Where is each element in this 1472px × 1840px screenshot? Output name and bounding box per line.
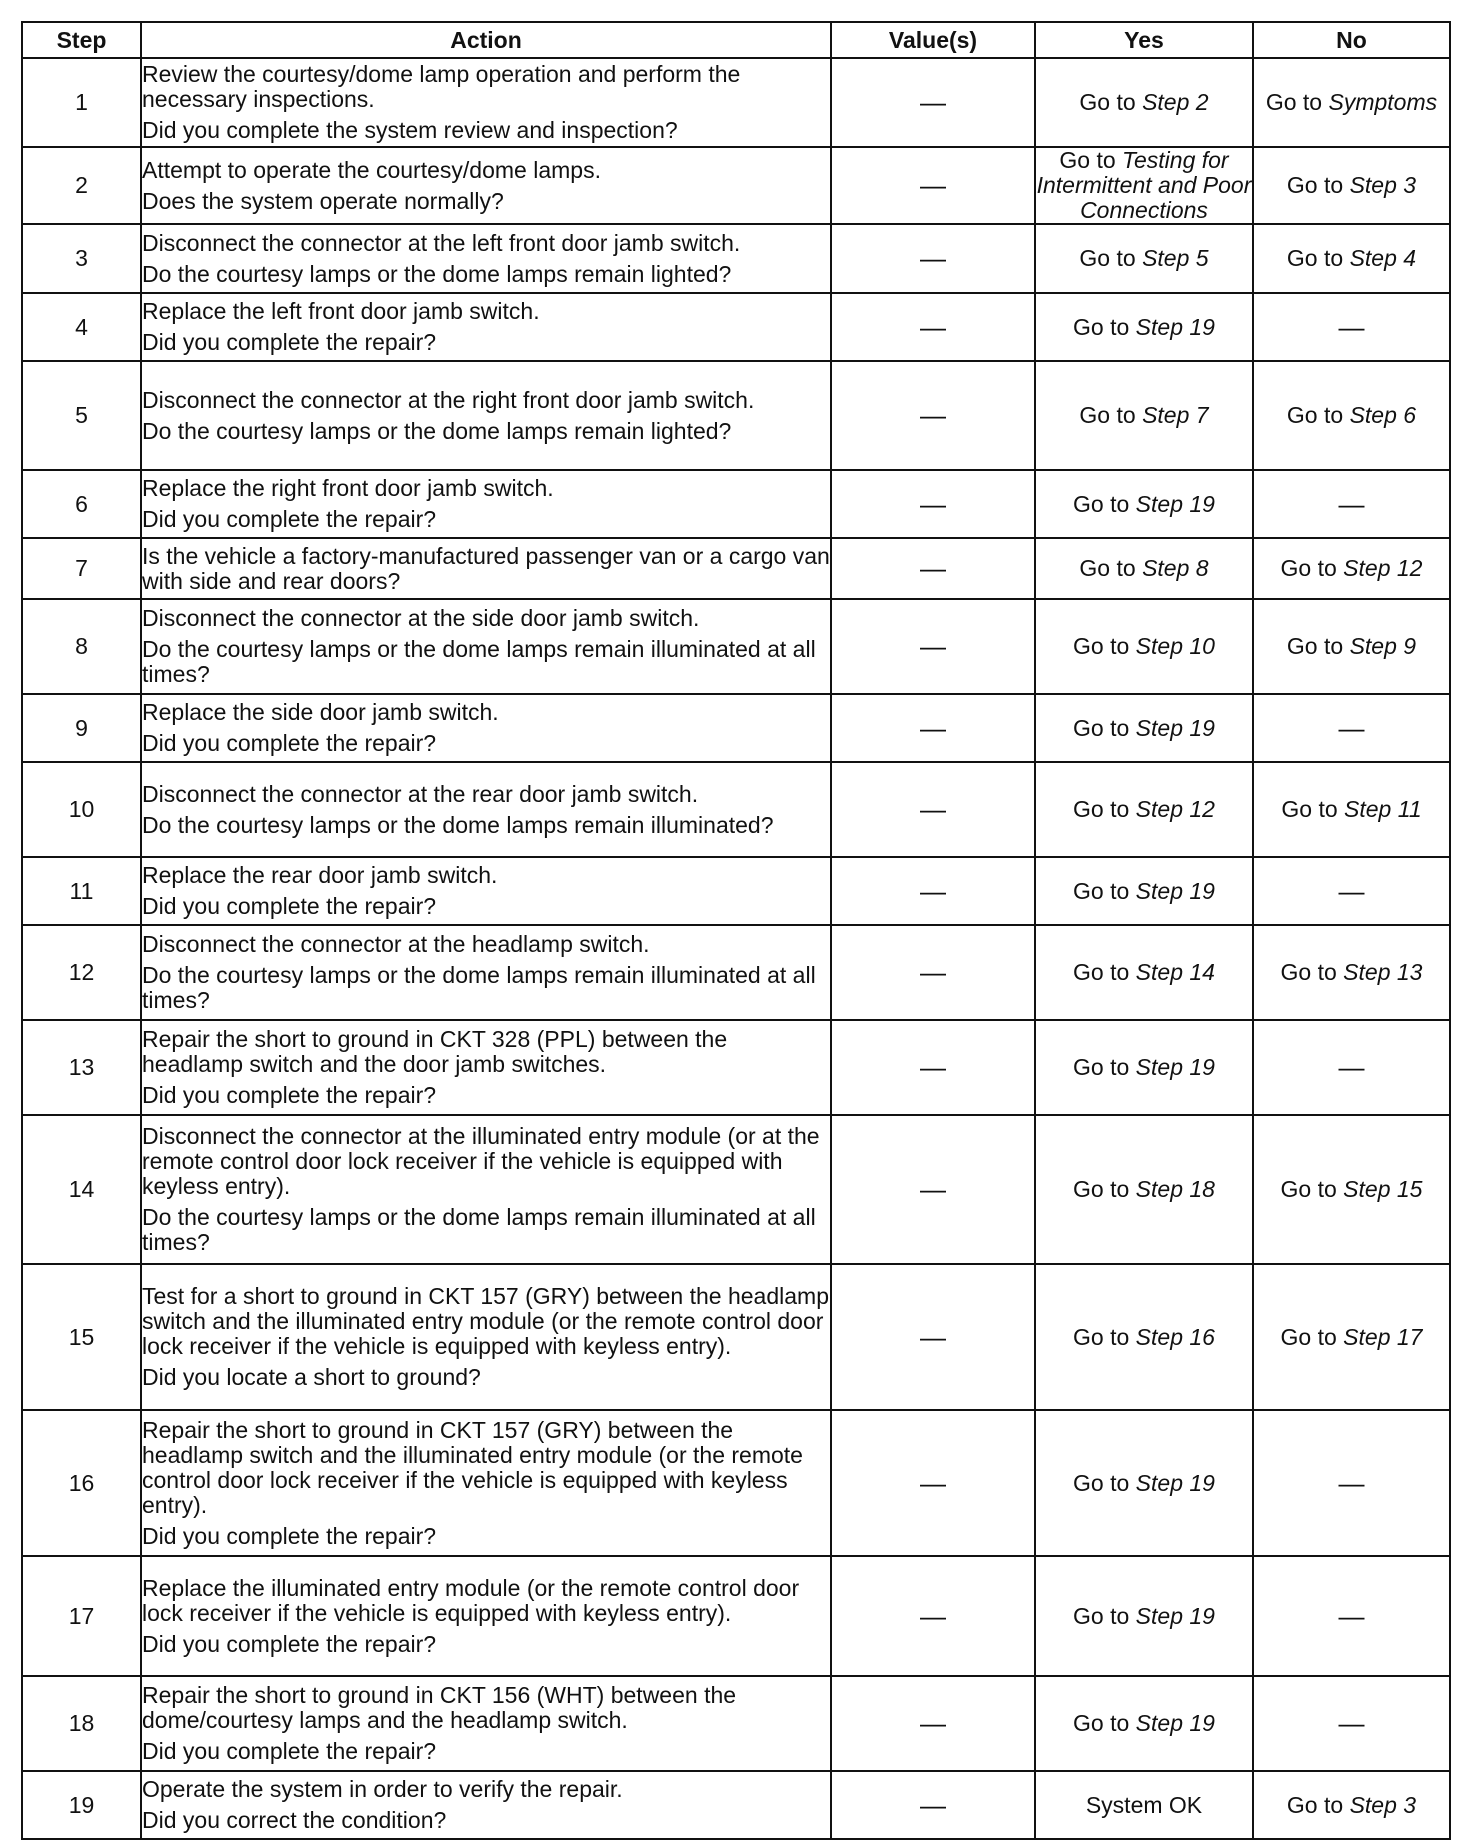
no-prefix: Go to (1286, 1791, 1344, 1818)
step-number: 3 (22, 224, 141, 293)
action-cell (141, 470, 831, 538)
step-number: 14 (22, 1115, 141, 1264)
yes-prefix: Go to (1079, 402, 1136, 428)
action-question: Did you complete the system review and inspection? (142, 117, 678, 143)
no-prefix: Go to (1286, 633, 1344, 659)
action-text: Disconnect the connector at the left front door jamb switch. (142, 229, 741, 256)
action-question: Did you complete the repair? (142, 1630, 437, 1657)
yes-cell (1035, 293, 1253, 361)
yes-prefix: Go to (1073, 959, 1130, 985)
step-number: 18 (22, 1676, 141, 1771)
action-text: Replace the illuminated entry module (or the remote control door lock receiver if the vehicle is equipped with keyless entry). (142, 1574, 800, 1626)
yes-prefix: Go to (1073, 877, 1130, 904)
table-row (22, 857, 1450, 925)
step-number: 10 (22, 762, 141, 857)
value-cell: — (831, 1676, 1035, 1771)
table-row (22, 599, 1450, 694)
no-cell (1253, 1676, 1450, 1771)
no-prefix: Go to (1286, 402, 1344, 428)
action-text: Disconnect the connector at the side door jamb switch. (142, 605, 700, 631)
no-step-ref: Step 11 (1344, 796, 1422, 822)
action-question: Does the system operate normally? (142, 187, 504, 214)
table-row (22, 1556, 1450, 1676)
header-no: No (1253, 22, 1450, 58)
action-question: Did you correct the condition? (142, 1807, 447, 1833)
action-text: Review the courtesy/dome lamp operation and perform the necessary inspections. (142, 61, 741, 112)
step-number: 1 (22, 58, 141, 147)
value-cell: — (831, 1556, 1035, 1676)
no-text: — (1338, 488, 1365, 519)
step-number: 19 (22, 1771, 141, 1839)
action-text: Attempt to operate the courtesy/dome lamps. (142, 156, 601, 183)
no-cell (1253, 762, 1450, 857)
table-row (22, 58, 1450, 147)
action-question: Do the courtesy lamps or the dome lamps remain illuminated? (142, 811, 774, 838)
no-step-ref: Step 3 (1349, 172, 1417, 198)
yes-step-ref: Step 19 (1135, 313, 1215, 340)
action-cell (141, 1771, 831, 1839)
value-cell: — (831, 293, 1035, 361)
step-number: 11 (22, 857, 141, 925)
action-question: Did you locate a short to ground? (142, 1364, 481, 1390)
step-number: 9 (22, 694, 141, 762)
no-cell (1253, 470, 1450, 538)
yes-prefix: Go to (1073, 1323, 1130, 1350)
yes-prefix: Go to (1059, 147, 1116, 173)
table-row (22, 1115, 1450, 1264)
yes-text: System OK (1085, 1791, 1203, 1818)
action-cell (141, 1264, 831, 1410)
action-cell (141, 538, 831, 599)
value-cell: — (831, 762, 1035, 857)
no-text: — (1338, 875, 1365, 906)
yes-cell (1035, 1115, 1253, 1264)
action-cell (141, 293, 831, 361)
no-step-ref: Step 3 (1349, 1791, 1417, 1818)
value-cell: — (831, 857, 1035, 925)
action-cell (141, 1676, 831, 1771)
no-cell (1253, 361, 1450, 470)
yes-step-ref: Step 19 (1135, 714, 1215, 741)
table-row (22, 694, 1450, 762)
step-number: 4 (22, 293, 141, 361)
yes-prefix: Go to (1073, 1469, 1130, 1496)
action-cell (141, 58, 831, 147)
action-text: Replace the rear door jamb switch. (142, 862, 498, 888)
no-cell (1253, 224, 1450, 293)
action-text: Disconnect the connector at the rear door jamb switch. (142, 780, 699, 807)
yes-cell (1035, 1556, 1253, 1676)
no-cell (1253, 538, 1450, 599)
no-text: — (1338, 311, 1365, 342)
no-text: — (1338, 1467, 1365, 1498)
yes-step-ref: Step 5 (1142, 245, 1209, 271)
value-cell: — (831, 1264, 1035, 1410)
no-cell (1253, 1771, 1450, 1839)
no-cell (1253, 58, 1450, 147)
no-step-ref: Symptoms (1328, 89, 1438, 115)
table-row (22, 1771, 1450, 1839)
yes-cell (1035, 1771, 1253, 1839)
yes-prefix: Go to (1079, 555, 1136, 581)
value-cell: — (831, 470, 1035, 538)
yes-prefix: Go to (1079, 89, 1136, 115)
table-row (22, 293, 1450, 361)
table-row (22, 1264, 1450, 1410)
value-cell: — (831, 147, 1035, 224)
value-cell: — (831, 1410, 1035, 1556)
yes-step-ref: Step 16 (1135, 1323, 1215, 1350)
no-prefix: Go to (1280, 1323, 1337, 1350)
table-row (22, 762, 1450, 857)
table-row (22, 538, 1450, 599)
action-cell (141, 147, 831, 224)
yes-cell (1035, 1020, 1253, 1115)
no-prefix: Go to (1286, 245, 1344, 271)
no-step-ref: Step 15 (1343, 1176, 1423, 1202)
action-question: Did you complete the repair? (142, 1522, 437, 1549)
table-row (22, 470, 1450, 538)
action-cell (141, 1556, 831, 1676)
action-question: Do the courtesy lamps or the dome lamps remain illuminated at all times? (142, 636, 816, 687)
value-cell: — (831, 58, 1035, 147)
action-text: Disconnect the connector at the right front door jamb switch. (142, 386, 755, 413)
action-text: Disconnect the connector at the headlamp switch. (142, 931, 650, 957)
yes-step-ref: Step 8 (1142, 555, 1209, 581)
action-question: Do the courtesy lamps or the dome lamps remain lighted? (142, 260, 732, 287)
table-row (22, 224, 1450, 293)
step-number: 15 (22, 1264, 141, 1410)
yes-step-ref: Step 2 (1142, 89, 1209, 115)
yes-step-ref: Step 19 (1135, 1469, 1215, 1496)
table-row (22, 361, 1450, 470)
diagnostic-table (21, 21, 1451, 1840)
yes-cell (1035, 538, 1253, 599)
yes-cell (1035, 147, 1253, 224)
value-cell: — (831, 1020, 1035, 1115)
yes-step-ref: Step 19 (1135, 1602, 1215, 1629)
action-text: Repair the short to ground in CKT 157 (GRY) between the headlamp switch and the illuminated entry module (or the remote control door lock receiver if the vehicle is equipped with keyless entry). (142, 1416, 803, 1518)
table-row (22, 1020, 1450, 1115)
yes-cell (1035, 1410, 1253, 1556)
yes-cell (1035, 58, 1253, 147)
step-number: 13 (22, 1020, 141, 1115)
action-question: Did you complete the repair? (142, 730, 437, 756)
yes-prefix: Go to (1073, 313, 1130, 340)
header-yes: Yes (1035, 22, 1253, 58)
no-prefix: Go to (1280, 959, 1337, 985)
yes-prefix: Go to (1073, 490, 1130, 517)
yes-cell (1035, 361, 1253, 470)
yes-step-ref: Testing for Intermittent and Poor Connections (1036, 147, 1252, 223)
yes-step-ref: Step 19 (1135, 1710, 1215, 1736)
step-number: 16 (22, 1410, 141, 1556)
step-number: 5 (22, 361, 141, 470)
no-text: — (1338, 712, 1365, 743)
yes-step-ref: Step 19 (1135, 877, 1215, 904)
value-cell: — (831, 361, 1035, 470)
yes-cell (1035, 470, 1253, 538)
action-text: Is the vehicle a factory-manufactured passenger van or a cargo van with side and rear doors? (142, 542, 830, 594)
action-cell (141, 224, 831, 293)
yes-prefix: Go to (1073, 1176, 1130, 1202)
action-cell (141, 857, 831, 925)
step-number: 2 (22, 147, 141, 224)
yes-prefix: Go to (1073, 714, 1130, 741)
yes-prefix: Go to (1073, 1602, 1130, 1629)
action-text: Test for a short to ground in CKT 157 (GRY) between the headlamp switch and the illuminated entry module (or the remote control door lock receiver if the vehicle is equipped with keyless entry). (142, 1283, 829, 1359)
yes-step-ref: Step 19 (1135, 1054, 1215, 1080)
action-cell (141, 1115, 831, 1264)
action-cell (141, 694, 831, 762)
yes-cell (1035, 762, 1253, 857)
value-cell: — (831, 694, 1035, 762)
no-prefix: Go to (1280, 1176, 1337, 1202)
action-cell (141, 361, 831, 470)
no-cell (1253, 694, 1450, 762)
value-cell: — (831, 1771, 1035, 1839)
yes-prefix: Go to (1073, 633, 1130, 659)
no-step-ref: Step 12 (1343, 555, 1423, 581)
value-cell: — (831, 538, 1035, 599)
table-row (22, 1676, 1450, 1771)
no-step-ref: Step 4 (1349, 245, 1417, 271)
yes-cell (1035, 857, 1253, 925)
yes-cell (1035, 694, 1253, 762)
step-number: 17 (22, 1556, 141, 1676)
value-cell: — (831, 599, 1035, 694)
no-prefix: Go to (1265, 89, 1323, 115)
no-cell (1253, 599, 1450, 694)
no-cell (1253, 857, 1450, 925)
no-cell (1253, 1115, 1450, 1264)
header-row (22, 22, 1450, 58)
yes-prefix: Go to (1073, 1710, 1130, 1736)
yes-cell (1035, 1264, 1253, 1410)
yes-step-ref: Step 14 (1135, 959, 1215, 985)
yes-step-ref: Step 10 (1135, 633, 1215, 659)
no-prefix: Go to (1286, 172, 1344, 198)
value-cell: — (831, 224, 1035, 293)
no-cell (1253, 925, 1450, 1020)
no-text: — (1338, 1708, 1365, 1738)
yes-step-ref: Step 18 (1135, 1176, 1215, 1202)
yes-cell (1035, 925, 1253, 1020)
yes-cell (1035, 1676, 1253, 1771)
no-step-ref: Step 6 (1349, 402, 1417, 428)
header-action: Action (141, 22, 831, 58)
yes-prefix: Go to (1073, 1054, 1130, 1080)
yes-cell (1035, 599, 1253, 694)
step-number: 12 (22, 925, 141, 1020)
action-question: Did you complete the repair? (142, 329, 437, 355)
action-cell (141, 599, 831, 694)
no-cell (1253, 147, 1450, 224)
action-cell (141, 1020, 831, 1115)
action-cell (141, 1410, 831, 1556)
action-question: Did you complete the repair? (142, 1082, 437, 1108)
step-number: 8 (22, 599, 141, 694)
no-step-ref: Step 13 (1343, 959, 1423, 985)
yes-step-ref: Step 19 (1135, 490, 1215, 517)
action-question: Do the courtesy lamps or the dome lamps remain lighted? (142, 417, 732, 444)
header-values: Value(s) (831, 22, 1035, 58)
action-text: Replace the left front door jamb switch. (142, 298, 540, 324)
no-prefix: Go to (1281, 796, 1338, 822)
no-cell (1253, 293, 1450, 361)
action-question: Did you complete the repair? (142, 893, 437, 919)
table-row (22, 147, 1450, 224)
header-step: Step (22, 22, 141, 58)
no-prefix: Go to (1280, 555, 1337, 581)
yes-step-ref: Step 7 (1142, 402, 1209, 428)
table-row (22, 1410, 1450, 1556)
no-cell (1253, 1410, 1450, 1556)
action-cell (141, 762, 831, 857)
action-text: Replace the right front door jamb switch. (142, 475, 554, 501)
no-text: — (1338, 1600, 1365, 1631)
table-row (22, 925, 1450, 1020)
action-text: Repair the short to ground in CKT 156 (WHT) between the dome/courtesy lamps and the headlamp switch. (142, 1682, 737, 1733)
no-text: — (1338, 1052, 1365, 1082)
action-question: Do the courtesy lamps or the dome lamps remain illuminated at all times? (142, 1204, 816, 1255)
yes-cell (1035, 224, 1253, 293)
action-question: Did you complete the repair? (142, 1738, 437, 1764)
value-cell: — (831, 925, 1035, 1020)
no-step-ref: Step 9 (1349, 633, 1417, 659)
step-number: 7 (22, 538, 141, 599)
action-text: Disconnect the connector at the illuminated entry module (or at the remote control door lock receiver if the vehicle is equipped with keyless entry). (142, 1123, 820, 1199)
action-question: Did you complete the repair? (142, 506, 437, 532)
no-cell (1253, 1264, 1450, 1410)
no-step-ref: Step 17 (1343, 1323, 1423, 1350)
action-text: Replace the side door jamb switch. (142, 699, 499, 725)
no-cell (1253, 1020, 1450, 1115)
action-text: Operate the system in order to verify the repair. (142, 1776, 623, 1802)
action-text: Repair the short to ground in CKT 328 (PPL) between the headlamp switch and the door jamb switches. (142, 1026, 728, 1077)
action-cell (141, 925, 831, 1020)
value-cell: — (831, 1115, 1035, 1264)
yes-prefix: Go to (1079, 245, 1136, 271)
yes-step-ref: Step 12 (1135, 796, 1215, 822)
step-number: 6 (22, 470, 141, 538)
action-question: Do the courtesy lamps or the dome lamps remain illuminated at all times? (142, 962, 816, 1013)
no-cell (1253, 1556, 1450, 1676)
yes-prefix: Go to (1073, 796, 1130, 822)
